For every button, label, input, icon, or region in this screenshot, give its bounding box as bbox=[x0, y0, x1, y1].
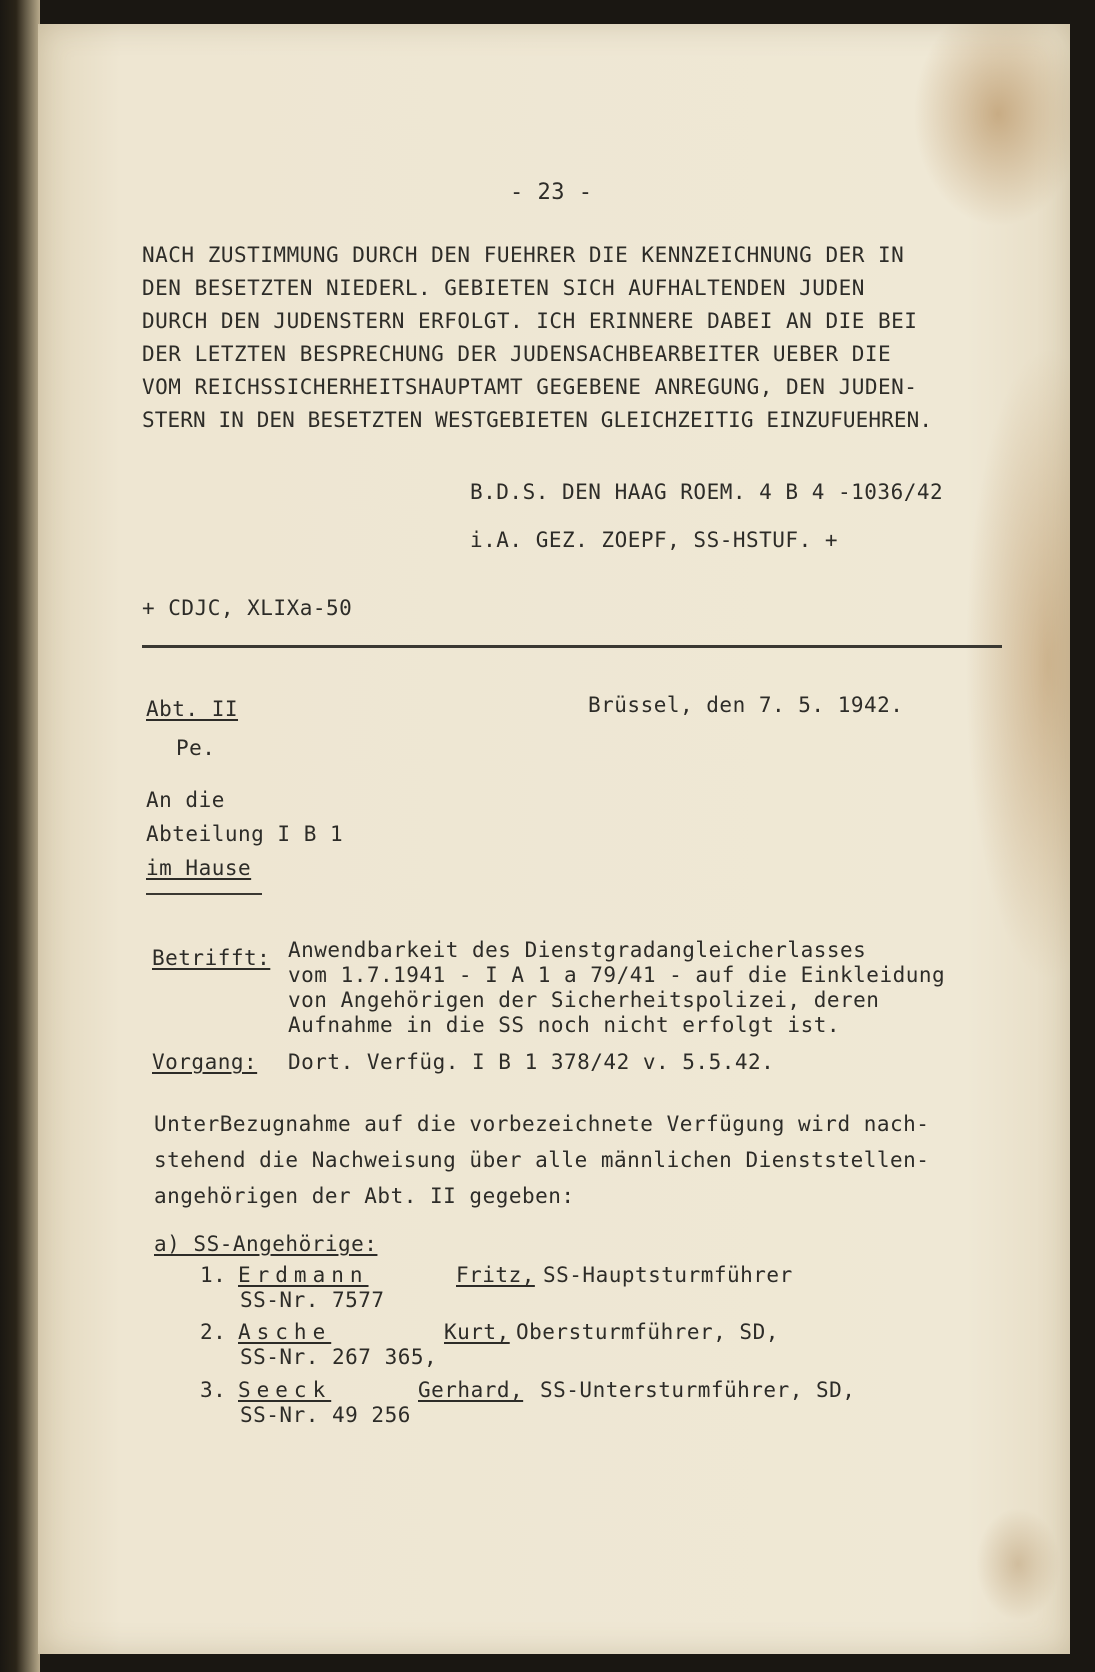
member-given-name: Fritz, bbox=[456, 1263, 535, 1287]
member-given-name: Gerhard, bbox=[418, 1378, 524, 1402]
reference-label: Vorgang: bbox=[152, 1050, 258, 1074]
body-line: UnterBezugnahme auf die vorbezeichnete Verfügung wird nach- bbox=[154, 1112, 930, 1136]
member-ss-nr: SS-Nr. 267 365, bbox=[240, 1345, 438, 1369]
addressee-line: An die bbox=[146, 788, 225, 812]
telegram-line: VOM REICHSSICHERHEITSHAUPTAMT GEGEBENE ANREGUNG, DEN JUDEN- bbox=[142, 375, 918, 399]
member-ss-nr: SS-Nr. 7577 bbox=[240, 1288, 385, 1312]
subject-label: Betrifft: bbox=[152, 946, 271, 970]
subject-line: von Angehörigen der Sicherheitspolizei, deren bbox=[288, 988, 880, 1012]
source-note: + CDJC, XLIXa-50 bbox=[142, 596, 353, 620]
initials: Pe. bbox=[176, 736, 216, 760]
member-given-name: Kurt, bbox=[444, 1320, 510, 1344]
place-date: Brüssel, den 7. 5. 1942. bbox=[588, 693, 904, 717]
member-rank: Obersturmführer, SD, bbox=[516, 1320, 779, 1344]
telegram-line: DER LETZTEN BESPRECHUNG DER JUDENSACHBEARBEITER UEBER DIE bbox=[142, 342, 892, 366]
addressee-line: Abteilung I B 1 bbox=[146, 822, 344, 846]
body-line: stehend die Nachweisung über alle männlichen Dienststellen- bbox=[154, 1148, 930, 1172]
member-rank: SS-Hauptsturmführer bbox=[543, 1263, 793, 1287]
telegram-line: NACH ZUSTIMMUNG DURCH DEN FUEHRER DIE KENNZEICHNUNG DER IN bbox=[142, 243, 905, 267]
telegram-line: STERN IN DEN BESETZTEN WESTGEBIETEN GLEICHZEITIG EINZUFUEHREN. bbox=[142, 408, 933, 432]
member-number: 2. bbox=[200, 1320, 227, 1344]
subject-line: vom 1.7.1941 - I A 1 a 79/41 - auf die Einkleidung bbox=[288, 963, 946, 987]
subject-line: Anwendbarkeit des Dienstgradangleicherlasses bbox=[288, 938, 867, 962]
member-rank: SS-Untersturmführer, SD, bbox=[540, 1378, 856, 1402]
page-number: - 23 - bbox=[510, 180, 593, 205]
member-number: 1. bbox=[200, 1263, 227, 1287]
addressee-line: im Hause bbox=[146, 856, 252, 880]
reference-text: Dort. Verfüg. I B 1 378/42 v. 5.5.42. bbox=[288, 1050, 775, 1074]
member-surname: Erdmann bbox=[238, 1263, 369, 1287]
telegram-line: DEN BESETZTEN NIEDERL. GEBIETEN SICH AUFHALTENDEN JUDEN bbox=[142, 276, 865, 300]
telegram-line: DURCH DEN JUDENSTERN ERFOLGT. ICH ERINNERE DABEI AN DIE BEI bbox=[142, 309, 918, 333]
section-label: a) SS-Angehörige: bbox=[154, 1232, 378, 1256]
subject-line: Aufnahme in die SS noch nicht erfolgt ist. bbox=[288, 1013, 841, 1037]
member-surname: Asche bbox=[238, 1320, 332, 1344]
member-number: 3. bbox=[200, 1378, 227, 1402]
department-label: Abt. II bbox=[146, 697, 239, 721]
body-line: angehörigen der Abt. II gegeben: bbox=[154, 1184, 575, 1208]
separator-rule bbox=[142, 645, 1002, 648]
binding-edge bbox=[0, 0, 40, 1672]
telegram-signature: i.A. GEZ. ZOEPF, SS-HSTUF. + bbox=[470, 528, 839, 552]
member-ss-nr: SS-Nr. 49 256 bbox=[240, 1403, 411, 1427]
telegram-reference: B.D.S. DEN HAAG ROEM. 4 B 4 -1036/42 bbox=[470, 480, 944, 504]
addressee-rule bbox=[146, 893, 262, 895]
member-surname: Seeck bbox=[238, 1378, 332, 1402]
